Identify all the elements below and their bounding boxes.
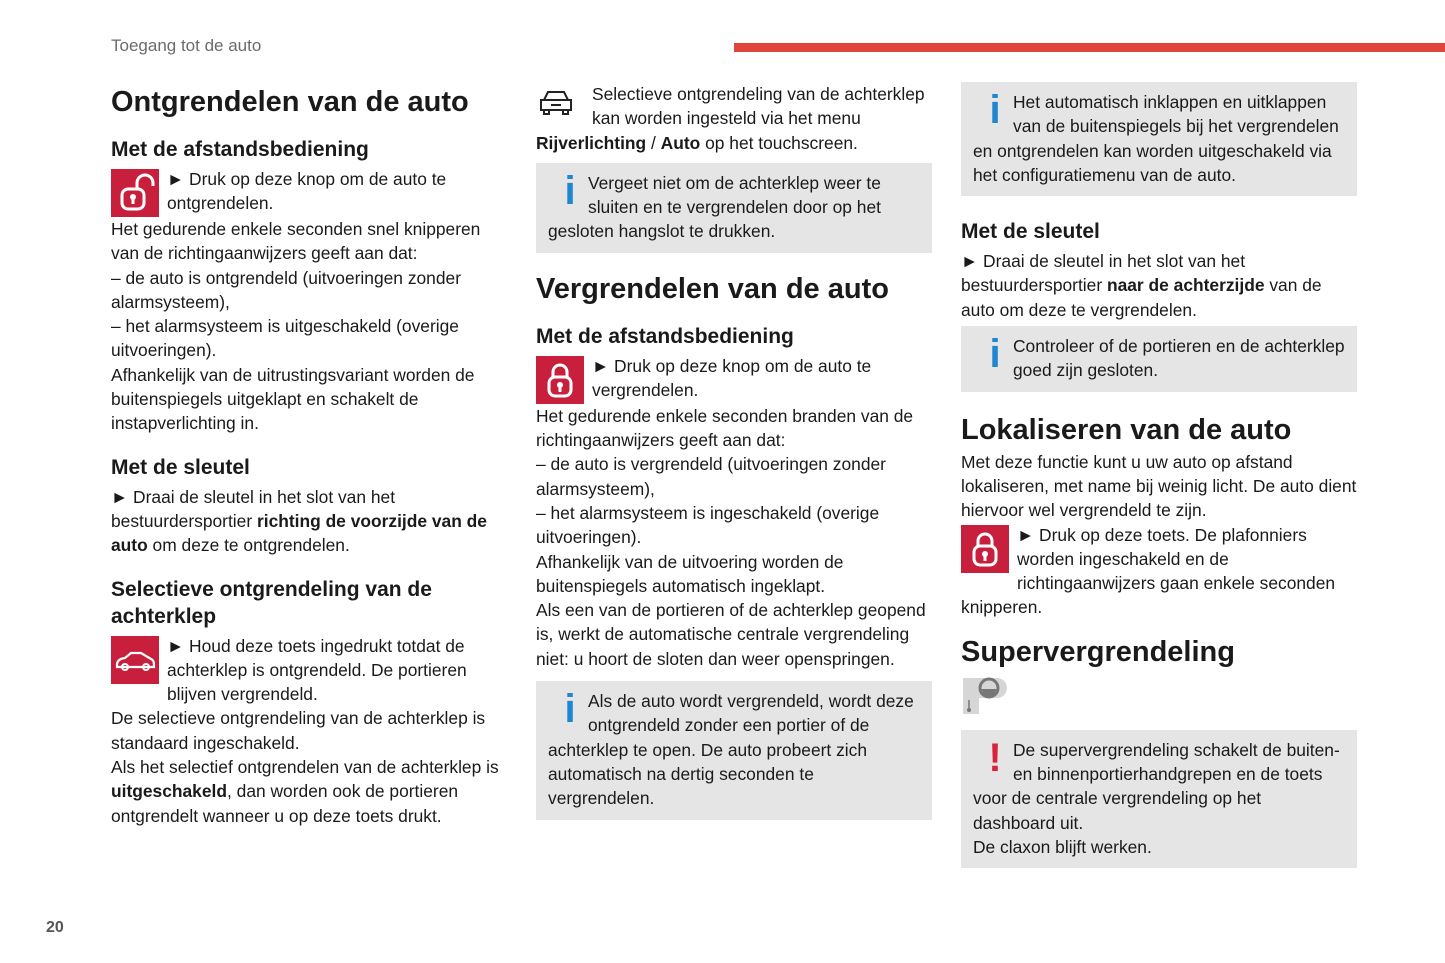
text-bold: richting de voorzijde van de auto	[111, 510, 487, 556]
locate-step: ► Druk op deze toets. De plafonniers worden ingeschakeld en de richtingaanwijzers gaan enkele seconden knipperen.	[961, 524, 1336, 618]
paragraph: Afhankelijk van de uitvoering worden de buitenspiegels automatisch ingeklapt.	[536, 551, 844, 596]
list-item: – de auto is ontgrendeld (uitvoeringen zonder alarmsysteem),	[111, 267, 461, 312]
paragraph	[111, 755, 507, 828]
key-lock-text	[961, 249, 1357, 322]
page-number: 20	[46, 919, 64, 936]
text: /	[646, 132, 661, 153]
paragraph: Afhankelijk van de uitrustingsvariant worden de buitenspiegels uitgeklapt en schakelt de instapverlichting in.	[111, 364, 475, 434]
info-box	[961, 82, 1357, 196]
text: van de auto om deze te vergrendelen.	[961, 275, 1322, 320]
steering-wheel-key-icon	[961, 676, 1011, 716]
info-icon: i	[564, 168, 576, 213]
list-item: – de auto is vergrendeld (uitvoeringen zonder alarmsysteem),	[536, 454, 886, 499]
column-3	[961, 82, 1357, 878]
warning-icon: !	[988, 735, 1002, 780]
info-icon: i	[989, 332, 1001, 377]
lock-icon	[536, 356, 584, 404]
list-item: – het alarmsysteem is ingeschakeld (overige uitvoeringen).	[536, 502, 880, 548]
text: Als het selectief ontgrendelen van de achterklep is	[111, 757, 499, 778]
heading-key: Met de sleutel	[111, 455, 250, 479]
text: om deze te ontgrendelen.	[147, 535, 350, 556]
remote-unlock-step: ► Druk op deze knop om de auto te ontgrendelen.	[167, 169, 447, 214]
text: Selectieve ontgrendeling van de achterklep kan worden ingesteld via het menu	[592, 84, 925, 129]
text: , dan worden ook de portieren ontgrendelt wanneer u op deze toets drukt.	[111, 781, 459, 826]
menu-name: Auto	[660, 132, 701, 153]
heading-remote: Met de afstandsbediening	[111, 138, 369, 161]
text-bold: naar de achterzijde	[1106, 275, 1265, 296]
warning-text: De claxon blijft werken.	[973, 836, 1152, 857]
info-text: Vergeet niet om de achterklep weer te sluiten en te vergrendelen door op het gesloten hangslot te drukken.	[548, 172, 881, 242]
unlock-icon	[111, 169, 159, 217]
info-box	[536, 681, 932, 819]
paragraph: Het gedurende enkele seconden snel knipperen van de richtingaanwijzers geeft aan dat:	[111, 219, 481, 264]
tailgate-icon	[111, 636, 159, 684]
heading-tailgate: Selectieve ontgrendeling van de achterklep	[111, 577, 432, 628]
warning-box	[961, 730, 1357, 868]
section-header: Toegang tot de auto	[111, 36, 262, 55]
title-unlock: Ontgrendelen van de auto	[111, 86, 469, 118]
tailgate-step: ► Houd deze toets ingedrukt totdat de achterklep is ontgrendeld. De portieren blijven vergrendeld.	[167, 635, 467, 705]
text: op het touchscreen.	[700, 132, 858, 153]
info-text: Controleer of de portieren en de achterklep goed zijn gesloten.	[1013, 336, 1345, 381]
title-superlock: Supervergrendeling	[961, 635, 1235, 668]
accent-bar	[734, 43, 1445, 52]
paragraph: De selectieve ontgrendeling van de achterklep is standaard ingeschakeld.	[111, 708, 486, 753]
key-unlock-text	[111, 485, 507, 558]
title-lock: Vergrendelen van de auto	[536, 272, 889, 305]
heading-remote: Met de afstandsbediening	[536, 324, 794, 348]
warning-text: De supervergrendeling schakelt de buiten- en binnenportierhandgrepen en de toets voor de centrale vergrendeling op het dashboard uit.	[973, 739, 1340, 833]
lock-icon	[961, 525, 1009, 573]
heading-key: Met de sleutel	[961, 220, 1100, 244]
info-box	[961, 326, 1357, 392]
info-icon: i	[989, 88, 1001, 132]
text: ► Draai de sleutel in het slot van het bestuurdersportier	[111, 486, 396, 531]
remote-lock-step: ► Druk op deze knop om de auto te vergrendelen.	[592, 355, 872, 401]
car-note	[536, 82, 932, 155]
car-icon	[536, 86, 584, 126]
column-1	[111, 82, 507, 828]
info-icon: i	[564, 687, 576, 732]
paragraph: Als een van de portieren of de achterklep geopend is, werkt de automatische centrale vergrendeling niet: u hoort de sloten dan weer openspringen.	[536, 600, 926, 669]
column-2	[536, 82, 932, 830]
info-text: Als de auto wordt vergrendeld, wordt deze ontgrendeld zonder een portier of de achterklep te open. De auto probeert zich automatisch na dertig seconden te vergrendelen.	[548, 691, 914, 809]
info-box	[536, 163, 932, 253]
paragraph: Met deze functie kunt u uw auto op afstand lokaliseren, met name bij weinig licht. De auto dient hiervoor wel vergrendeld te zijn.	[961, 451, 1357, 521]
text-bold: uitgeschakeld	[111, 781, 227, 802]
info-text: Het automatisch inklappen en uitklappen van de buitenspiegels bij het vergrendelen en ontgrendelen kan worden uitgeschakeld via het configuratiemenu van de auto.	[973, 92, 1339, 185]
text: ► Draai de sleutel in het slot van het bestuurdersportier	[961, 251, 1246, 296]
menu-name: Rijverlichting	[536, 132, 647, 153]
paragraph: Het gedurende enkele seconden branden van de richtingaanwijzers geeft aan dat:	[536, 405, 914, 451]
list-item: – het alarmsysteem is uitgeschakeld (overige uitvoeringen).	[111, 316, 459, 361]
title-locate: Lokaliseren van de auto	[961, 413, 1292, 446]
